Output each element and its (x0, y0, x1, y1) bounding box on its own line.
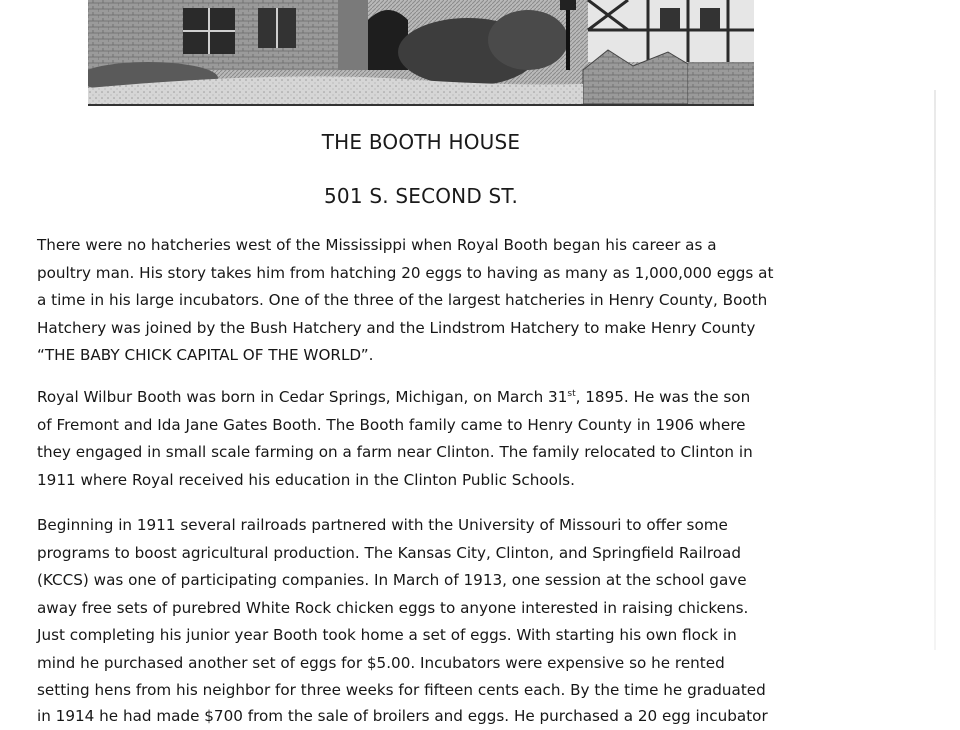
text-line: setting hens from his neighbor for three weeks for fifteen cents each. By the time he graduated (37, 677, 837, 705)
text-line: in 1914 he had made $700 from the sale of broilers and eggs. He purchased a 20 egg incubator (37, 703, 837, 730)
text-line: (KCCS) was one of participating companies. In March of 1913, one session at the school gave (37, 567, 837, 595)
text-line: Just completing his junior year Booth took home a set of eggs. With starting his own flock in (37, 622, 837, 650)
text-line: Hatchery was joined by the Bush Hatchery and the Lindstrom Hatchery to make Henry County (37, 315, 837, 343)
house-title: THE BOOTH HOUSE (0, 130, 842, 154)
text-line: they engaged in small scale farming on a farm near Clinton. The family relocated to Clinton in (37, 439, 837, 467)
scan-edge-shadow (934, 90, 936, 650)
paragraph-hatchery-history (37, 232, 837, 370)
ordinal-superscript: st (567, 389, 575, 399)
text-line: mind he purchased another set of eggs for $5.00. Incubators were expensive so he rented (37, 650, 837, 678)
text-line: programs to boost agricultural production. The Kansas City, Clinton, and Springfield Railroad (37, 540, 837, 568)
text-line: There were no hatcheries west of the Mississippi when Royal Booth began his career as a (37, 232, 837, 260)
text-line: away free sets of purebred White Rock chicken eggs to anyone interested in raising chickens. (37, 595, 837, 623)
text-line: of Fremont and Ida Jane Gates Booth. The Booth family came to Henry County in 1906 where (37, 412, 837, 440)
paragraph-booth-biography (37, 384, 837, 494)
text-line: “THE BABY CHICK CAPITAL OF THE WORLD”. (37, 342, 837, 370)
birth-date-text: Royal Wilbur Booth was born in Cedar Springs, Michigan, on March 31 (37, 388, 567, 406)
text-line-with-superscript (37, 384, 837, 412)
text-line: a time in his large incubators. One of the three of the largest hatcheries in Henry County, Booth (37, 287, 837, 315)
booth-house-photo (88, 0, 754, 106)
text-line: 1911 where Royal received his education in the Clinton Public Schools. (37, 467, 837, 495)
text-line: poultry man. His story takes him from hatching 20 eggs to having as many as 1,000,000 eggs at (37, 260, 837, 288)
house-address: 501 S. SECOND ST. (0, 184, 842, 208)
paragraph-railroad-program (37, 512, 837, 730)
birth-year-text: , 1895. He was the son (576, 388, 751, 406)
text-line: Beginning in 1911 several railroads partnered with the University of Missouri to offer some (37, 512, 837, 540)
